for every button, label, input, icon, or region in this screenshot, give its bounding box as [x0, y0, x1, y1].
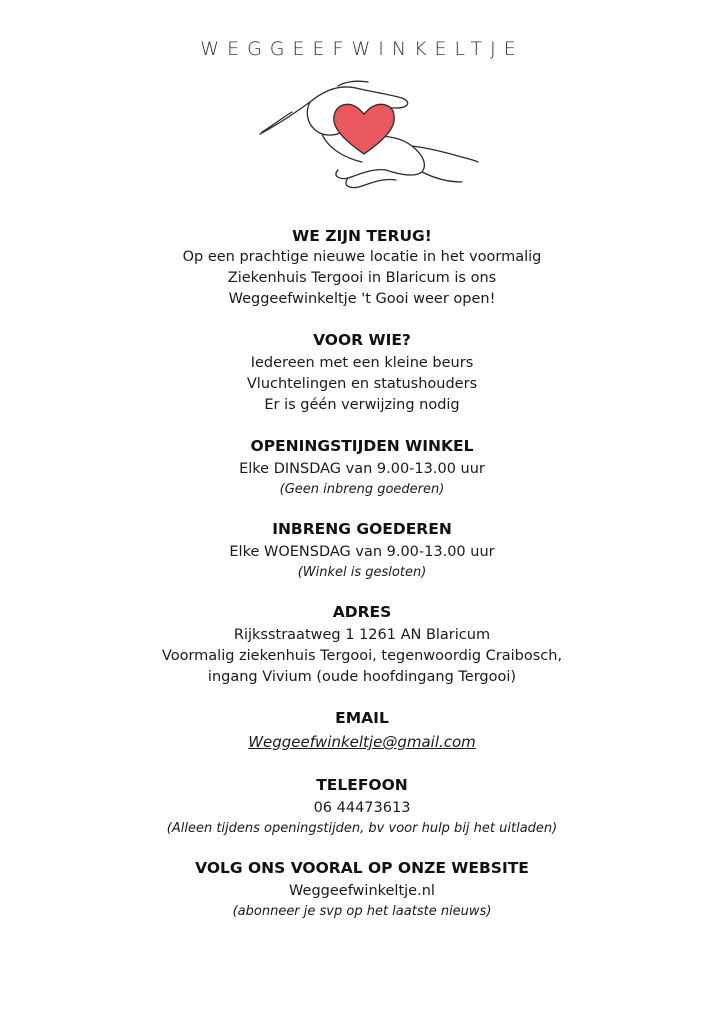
inbreng-line: Elke WOENSDAG van 9.00-13.00 uur: [229, 544, 495, 560]
section-telefoon: [0, 775, 724, 838]
openingstijden-line: Elke DINSDAG van 9.00-13.00 uur: [239, 461, 485, 477]
telefoon-number: 06 44473613: [313, 800, 411, 816]
telefoon-title: TELEFOON: [316, 776, 408, 794]
intro-title: WE ZIJN TERUG!: [292, 227, 432, 245]
inbreng-note: (Winkel is gesloten): [297, 565, 427, 580]
voor-wie-line: Vluchtelingen en statushouders: [246, 376, 478, 392]
adres-line: Voormalig ziekenhuis Tergooi, tegenwoordig Craibosch,: [161, 648, 563, 664]
adres-line: Rijksstraatweg 1 1261 AN Blaricum: [233, 627, 491, 643]
heart-icon: [334, 104, 394, 154]
flyer-content: [0, 226, 724, 941]
adres-title: ADRES: [332, 603, 392, 621]
openingstijden-note: (Geen inbreng goederen): [279, 482, 445, 497]
inbreng-title: INBRENG GOEDEREN: [272, 520, 452, 538]
section-voor-wie: [0, 330, 724, 416]
hands-heart-logo-icon: [252, 78, 482, 190]
intro-line: Weggeefwinkeltje 't Gooi weer open!: [228, 291, 496, 307]
adres-line: ingang Vivium (oude hoofdingang Tergooi): [207, 669, 517, 685]
section-intro: [0, 226, 724, 310]
website-url[interactable]: Weggeefwinkeltje.nl: [289, 883, 435, 899]
intro-line: Ziekenhuis Tergooi in Blaricum is ons: [227, 270, 497, 286]
telefoon-note: (Alleen tijdens openingstijden, bv voor hulp bij het uitladen): [166, 821, 558, 836]
section-email: [0, 708, 724, 753]
section-website: [0, 858, 724, 921]
voor-wie-line: Er is géén verwijzing nodig: [264, 397, 460, 413]
voor-wie-title: VOOR WIE?: [313, 331, 411, 349]
website-title: VOLG ONS VOORAL OP ONZE WEBSITE: [195, 859, 529, 877]
section-adres: [0, 602, 724, 688]
email-link[interactable]: Weggeefwinkeltje@gmail.com: [248, 733, 476, 751]
section-inbreng: [0, 519, 724, 582]
email-title: EMAIL: [335, 709, 389, 727]
brand-title: WEGGEEFWINKELTJE: [200, 38, 524, 60]
openingstijden-title: OPENINGSTIJDEN WINKEL: [250, 437, 474, 455]
website-note: (abonneer je svp op het laatste nieuws): [232, 904, 492, 919]
section-openingstijden: [0, 436, 724, 499]
voor-wie-line: Iedereen met een kleine beurs: [250, 355, 474, 371]
intro-line: Op een prachtige nieuwe locatie in het voormalig: [182, 249, 542, 265]
